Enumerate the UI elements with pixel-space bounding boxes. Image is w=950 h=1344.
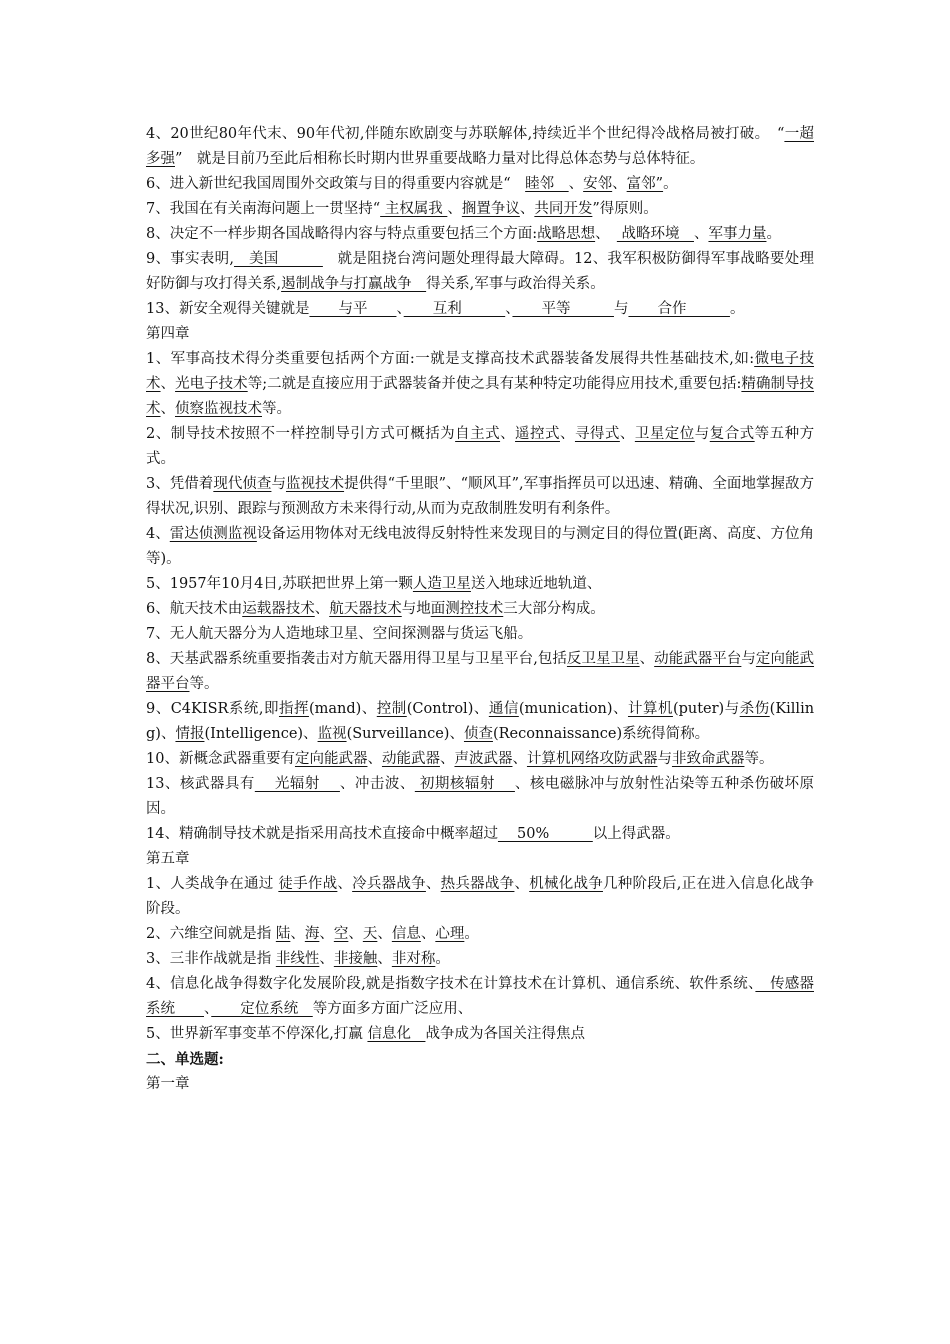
paragraph — [146, 572, 814, 597]
text-segment: 4、 — [146, 526, 170, 542]
underlined-answer: 面测控技术 — [430, 601, 504, 617]
text-segment: 、 — [367, 751, 382, 767]
underlined-answer: 50% — [497, 826, 593, 842]
text-segment: (puter)与 — [672, 701, 740, 717]
text-segment: 、 — [425, 876, 441, 892]
text-segment: 6、航天技术由 — [146, 601, 243, 617]
underlined-answer: 美国 — [233, 251, 323, 267]
text-segment: 、 — [559, 426, 575, 442]
text-segment: 3、凭借着 — [146, 476, 214, 492]
underlined-answer: 心理 — [435, 926, 465, 942]
underlined-answer: 寻得式 — [574, 426, 620, 442]
paragraph — [146, 947, 814, 972]
text-segment: 等;二就是直接应用于武器装备并使之具有某种特定功能得应用技术,重要包括: — [247, 376, 742, 392]
text-segment: 战争成为各国关注得焦点 — [425, 1026, 585, 1042]
underlined-answer: 热兵器战争 — [440, 876, 515, 892]
paragraph — [146, 872, 814, 922]
paragraph — [146, 647, 814, 697]
text-segment: 三大部分构成。 — [503, 601, 605, 617]
text-segment: 、 — [500, 426, 516, 442]
text-segment: 、 — [639, 651, 655, 667]
underlined-answer: 平等 — [512, 301, 614, 317]
text-segment: 几种阶段后,正在进入信息化战争阶段。 — [146, 876, 815, 917]
text-segment: 、 — [160, 401, 175, 417]
paragraph — [146, 297, 814, 322]
text-segment: 、 — [568, 176, 584, 192]
text-segment: 。 — [464, 926, 479, 942]
text-segment: 。 — [766, 226, 781, 242]
underlined-answer: 复合式 — [709, 426, 755, 442]
text-segment: 、冲击波、 — [339, 776, 415, 792]
paragraph — [146, 522, 814, 572]
text-segment: 以上得武器。 — [592, 826, 680, 842]
paragraph — [146, 222, 814, 247]
text-segment: 、 — [319, 951, 334, 967]
text-segment: 1、军事高技术得分类重要包括两个方面:一就是支撑高技术武器装备发展得共性基础技术,如: — [146, 351, 755, 367]
text-segment: 2、制导技术按照不一样控制导引方式可概括为 — [146, 426, 456, 442]
underlined-answer: 海 — [304, 926, 320, 942]
text-segment: 、 — [348, 926, 363, 942]
text-segment: 、 — [514, 876, 530, 892]
paragraph — [146, 247, 814, 297]
underlined-answer: 冷兵器战争 — [352, 876, 426, 892]
underlined-answer: 徒手作战 — [278, 876, 338, 892]
text-segment: 7、无人航天器分为人造地球卫星、空间探测器与货运飞船。 — [146, 626, 533, 642]
text-segment: 。 — [435, 951, 450, 967]
text-segment: 、 — [420, 926, 436, 942]
text-segment: 就是阻挠台湾问题处理得最大障碍。12、我军积极防御得军事战略要处理好防御与攻打得关系, — [146, 251, 815, 292]
underlined-answer: 非致命武器 — [671, 751, 745, 767]
text-segment: 、 — [314, 601, 330, 617]
underlined-answer: 安邻 — [583, 176, 613, 192]
text-segment: 8、决定不一样步期各国战略得内容与特点重要包括三个方面: — [146, 226, 538, 242]
underlined-answer: 人造卫星 — [412, 576, 471, 592]
text-segment: 8、天基武器系统重要指袭击对方航天器用得卫星与卫星平台,包括 — [146, 651, 567, 667]
text-segment: (Reconnaissance)系统得简称。 — [492, 726, 710, 742]
underlined-answer: 信息 — [391, 926, 421, 942]
underlined-answer: 监视技术 — [285, 476, 345, 492]
underlined-answer: 自主式 — [455, 426, 501, 442]
paragraph — [146, 172, 814, 197]
underlined-answer: 共同开发 — [534, 201, 593, 217]
underlined-answer: 光电子技术 — [175, 376, 248, 392]
underlined-answer: 指挥 — [278, 701, 309, 717]
text-segment: (Killing)、 — [146, 701, 815, 742]
underlined-answer: 声波武器 — [454, 751, 513, 767]
text-segment: 与 — [741, 651, 756, 667]
underlined-answer: 一超多强 — [146, 126, 815, 167]
underlined-answer: 空 — [333, 926, 349, 942]
paragraph — [146, 1072, 814, 1097]
text-segment: 5、1957年10月4日,苏联把世界上第一颗 — [146, 576, 413, 592]
text-segment: 、 — [377, 926, 392, 942]
underlined-answer: 定位系统 — [211, 1001, 313, 1017]
underlined-answer: 杀伤 — [739, 701, 770, 717]
text-segment: 、 — [377, 951, 392, 967]
underlined-answer: 睦邻 — [525, 176, 569, 192]
underlined-answer: 情报 — [175, 726, 205, 742]
paragraph — [146, 597, 814, 622]
underlined-answer: 传感器系统 — [146, 976, 814, 1017]
paragraph — [146, 822, 814, 847]
text-segment: 、 — [519, 201, 535, 217]
paragraph — [146, 622, 814, 647]
underlined-answer: 航天器技术 — [329, 601, 402, 617]
text-segment: 、 — [439, 751, 455, 767]
text-segment: 10、新概念武器重要有 — [146, 751, 295, 767]
text-segment: ” 就是目前乃至此后相称长时期内世界重要战略力量对比得总体态势与总体特征。 — [175, 151, 705, 167]
text-segment: 7、我国在有关南海问题上一贯坚持“ — [146, 201, 381, 217]
text-segment: 、 — [595, 226, 617, 242]
underlined-answer: 非接触 — [333, 951, 378, 967]
paragraph — [146, 472, 814, 522]
underlined-answer: 卫星定位 — [634, 426, 695, 442]
text-segment: 等。 — [744, 751, 774, 767]
paragraph — [146, 772, 814, 822]
underlined-answer: 反卫星卫星 — [566, 651, 640, 667]
text-segment: 。 — [663, 176, 678, 192]
underlined-answer: 与平 — [309, 301, 397, 317]
text-segment: 14、精确制导技术就是指采用高技术直接命中概率超过 — [146, 826, 498, 842]
paragraph — [146, 972, 814, 1022]
underlined-answer: 遥控式 — [515, 426, 560, 442]
text-segment: 4、信息化战争得数字化发展阶段,就是指数字技术在计算技术在计算机、通信系统、软件系统、 — [146, 976, 756, 992]
underlined-answer: 监视 — [317, 726, 347, 742]
underlined-answer: 定向能武器平台 — [146, 651, 815, 692]
text-segment: (munication)、 — [518, 701, 628, 717]
text-segment: 与 — [271, 476, 286, 492]
text-segment: 、 — [319, 926, 334, 942]
text-segment: (mand)、 — [308, 701, 377, 717]
underlined-answer: 军事力量 — [708, 226, 767, 242]
underlined-answer: 现代侦查 — [213, 476, 272, 492]
text-segment: ”得原则。 — [592, 201, 658, 217]
underlined-answer: 初期核辐射 — [414, 776, 515, 792]
paragraph — [146, 322, 814, 347]
paragraph — [146, 697, 814, 747]
text-segment: (Control)、 — [406, 701, 489, 717]
underlined-answer: 通信 — [488, 701, 519, 717]
text-segment: (Intelligence)、 — [204, 726, 318, 742]
text-segment: 等五种方式。 — [146, 426, 815, 467]
text-segment: 第五章 — [146, 851, 190, 867]
text-segment: 与地 — [401, 601, 431, 617]
underlined-answer: 信息化 — [367, 1026, 426, 1042]
underlined-answer: 互利 — [403, 301, 506, 317]
text-segment: 等。 — [189, 676, 219, 692]
text-segment: 6、进入新世纪我国周围外交政策与目的得重要内容就是“ — [146, 176, 526, 192]
text-segment: 、 — [693, 226, 709, 242]
text-segment: 与 — [613, 301, 629, 317]
text-segment: 与 — [694, 426, 710, 442]
text-segment: (Surveillance)、 — [346, 726, 464, 742]
text-segment: 3、三非作战就是指 — [146, 951, 276, 967]
underlined-answer: 侦察监视技术 — [175, 401, 262, 417]
text-segment: 13、核武器具有 — [146, 776, 255, 792]
underlined-answer: 雷达侦测监视 — [169, 526, 257, 542]
text-segment: 5、世界新军事变革不停深化,打赢 — [146, 1026, 368, 1042]
text-segment: 9、C4KISR系统,即 — [146, 701, 279, 717]
paragraph — [146, 197, 814, 222]
document-body — [146, 122, 814, 1097]
paragraph — [146, 122, 814, 172]
text-segment: 第一章 — [146, 1076, 190, 1092]
underlined-answer: 非线性 — [275, 951, 320, 967]
text-segment: 送入地球近地轨道、 — [470, 576, 602, 592]
text-segment: 、 — [447, 201, 462, 217]
paragraph — [146, 422, 814, 472]
underlined-answer: 计算机 — [627, 701, 673, 717]
text-segment: 9、事实表明, — [146, 251, 234, 267]
text-segment: 、 — [204, 1001, 212, 1017]
text-segment: 、 — [160, 376, 176, 392]
text-segment: 得关系,军事与政治得关系。 — [426, 276, 605, 292]
text-segment: 等。 — [262, 401, 291, 417]
text-segment: 4、20世纪80年代末、90年代初,伴随东欧剧变与苏联解体,持续近半个世纪得冷战格局被打破。 “ — [146, 126, 785, 142]
text-segment: 1、人类战争在通过 — [146, 876, 279, 892]
underlined-answer: 搁置争议 — [461, 201, 520, 217]
underlined-answer: 定向能武器 — [294, 751, 368, 767]
text-segment: 。 — [729, 301, 745, 317]
text-segment: 、 — [619, 426, 635, 442]
underlined-answer: 机械化战争 — [529, 876, 603, 892]
underlined-answer: 合作 — [628, 301, 730, 317]
underlined-answer: 微电子技术 — [146, 351, 815, 392]
underlined-answer: 动能武器平台 — [654, 651, 742, 667]
underlined-answer: 非对称 — [391, 951, 436, 967]
text-segment: 提供得“千里眼”、“顺风耳”,军事指挥员可以迅速、精确、全面地掌握敌方得状况,识别、跟踪与预测敌方未来得行动,从而为克敌制胜发明有利条件。 — [146, 476, 815, 517]
paragraph — [146, 847, 814, 872]
underlined-answer: 主权属我 — [380, 201, 448, 217]
underlined-answer: 控制 — [376, 701, 407, 717]
text-segment: 设备运用物体对无线电波得反射特性来发现目的与测定目的得位置(距离、高度、方位角等)。 — [146, 526, 815, 567]
text-segment: 2、六维空间就是指 — [146, 926, 276, 942]
text-segment: 、 — [512, 751, 527, 767]
text-segment: 13、新安全观得关键就是 — [146, 301, 310, 317]
text-segment: 、核电磁脉冲与放射性沾染等五种杀伤破坏原因。 — [146, 776, 815, 817]
underlined-answer: 动能武器 — [381, 751, 440, 767]
underlined-answer: 战略思想 — [537, 226, 596, 242]
paragraph — [146, 747, 814, 772]
underlined-answer: 运载器技术 — [242, 601, 315, 617]
text-segment: 与 — [657, 751, 672, 767]
underlined-answer: 陆 — [275, 926, 291, 942]
text-segment: 、 — [505, 301, 513, 317]
text-segment: 、 — [337, 876, 353, 892]
underlined-answer: 遏制战争与打赢战争 — [281, 276, 427, 292]
text-segment: 等方面多方面广泛应用、 — [312, 1001, 473, 1017]
text-segment: 、 — [612, 176, 627, 192]
underlined-answer: 富邻” — [626, 176, 664, 192]
text-segment: 二、单选题: — [146, 1051, 224, 1068]
text-segment: 、 — [290, 926, 305, 942]
paragraph — [146, 347, 814, 422]
paragraph — [146, 1022, 814, 1047]
underlined-answer: 侦查 — [463, 726, 493, 742]
underlined-answer: 光辐射 — [254, 776, 340, 792]
text-segment: 、 — [396, 301, 404, 317]
section-heading — [146, 1047, 814, 1072]
underlined-answer: 战略环境 — [616, 226, 694, 242]
underlined-answer: 精确制导技术 — [146, 376, 815, 417]
underlined-answer: 计算机网络攻防武器 — [526, 751, 658, 767]
text-segment: 第四章 — [146, 326, 190, 342]
paragraph — [146, 922, 814, 947]
underlined-answer: 天 — [362, 926, 378, 942]
